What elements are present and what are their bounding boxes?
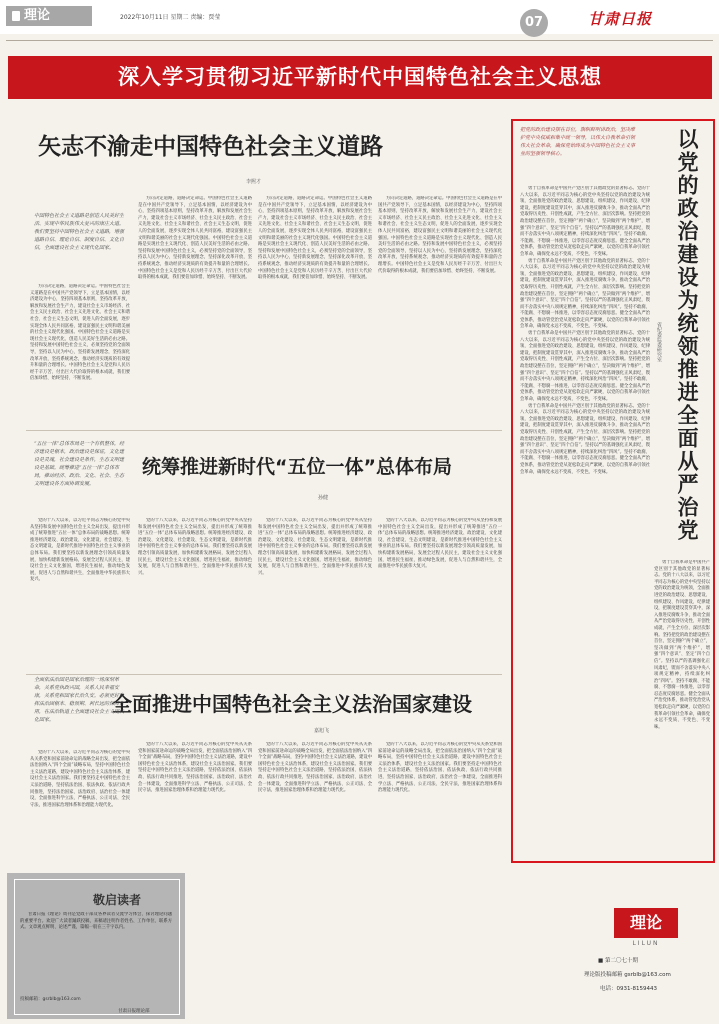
page-number: 07 <box>520 9 548 37</box>
article2-author: 孙健 <box>318 495 329 501</box>
article3-title: 全面推进中国特色社会主义法治国家建设 <box>112 692 472 716</box>
reader-notice-title: 敬启读者 <box>93 893 142 907</box>
article2-quote: “五位一体”总体布局是一个有机整体，经济建设是根本，政治建设是保证，文化建设是灵魂，社会建设是条件，生态文明建设是基础。统筹推进“五位一体”总体布局，推动经济、政治、文化、社会、生态文明建设各方面协调发展。 <box>34 441 125 487</box>
article2-col2: 党的十八大以来，以习近平同志为核心的党中央从坚持和发展中国特色社会主义全局出发，提出并形成了统筹推进“五位一体”总体布局的战略思想。统筹推进经济建设、政治建设、文化建设、社会建设、生态文明建设，是新时代推进中国特色社会主义事业的总体布局。我们要坚持以新发展理念引领高质量发展，加快构建新发展格局，发展全过程人民民主，建设社会主义文化强国，增进民生福祉，推动绿色发展，促进人与自然和谐共生，全面推进中华民族伟大复兴。 <box>138 518 252 576</box>
header-rule <box>6 40 713 41</box>
masthead-logo: 甘肃日报 <box>588 10 653 28</box>
article1-quote: 中国特色社会主义道路是创造人民美好生活、实现中华民族伟大复兴的康庄大道。我们要坚持中国特色社会主义道路，增强道路自信、理论自信、制度自信、文化自信，全面建设社会主义现代化国家。 <box>34 213 125 251</box>
article3-col1: 党的十八大以来，以习近平同志为核心的党中央从关系党和国家前途命运的战略全局出发，把全面依法治国纳入“四个全面”战略布局，坚持中国特色社会主义法治道路，建设中国特色社会主义法治体系，建设社会主义法治国家。我们要坚持走中国特色社会主义法治道路，坚持依法治国、依法执政、依法行政共同推进，坚持法治国家、法治政府、法治社会一体建设，全面推进科学立法、严格执法、公正司法、全民守法，推进国家治理体系和治理能力现代化。 <box>30 750 130 808</box>
issue-number: ■ 第二〇七十期 <box>598 958 638 964</box>
article2-col4: 党的十八大以来，以习近平同志为核心的党中央从坚持和发展中国特色社会主义全局出发，提出并形成了统筹推进“五位一体”总体布局的战略思想。统筹推进经济建设、政治建设、文化建设、社会建设、生态文明建设，是新时代推进中国特色社会主义事业的总体布局。我们要坚持以新发展理念引领高质量发展，加快构建新发展格局，发展全过程人民民主，建设社会主义文化强国，增进民生福祉，推动绿色发展，促进人与自然和谐共生，全面推进中华民族伟大复兴。 <box>378 518 502 570</box>
article1-col2: 方向决定道路，道路决定命运。中国特色社会主义道路是在中国共产党领导下，立足基本国情，以经济建设为中心，坚持四项基本原则，坚持改革开放，解放和发展社会生产力，建设社会主义市场经济、社会主义民主政治、社会主义先进文化、社会主义和谐社会、社会主义生态文明，促进人的全面发展，逐步实现全体人民共同富裕，建设富强民主文明和谐美丽的社会主义现代化强国。中国特色社会主义道路是实现社会主义现代化、创造人民美好生活的必由之路。坚持和发展中国特色社会主义，必须坚持党的全面领导，坚持以人民为中心，坚持新发展理念，坚持深化改革开放，坚持系统观念，推动经济实现质的有效提升和量的合理增长。中国特色社会主义是党和人民历经千辛万苦、付出巨大代价取得的根本成就，我们要倍加珍惜、始终坚持、不断发展。 <box>138 196 252 281</box>
article1-col1: 方向决定道路，道路决定命运。中国特色社会主义道路是在中国共产党领导下，立足基本国情，以经济建设为中心，坚持四项基本原则，坚持改革开放，解放和发展社会生产力，建设社会主义市场经济、社会主义民主政治、社会主义先进文化、社会主义和谐社会、社会主义生态文明，促进人的全面发展，逐步实现全体人民共同富裕，建设富强民主文明和谐美丽的社会主义现代化强国。中国特色社会主义道路是实现社会主义现代化、创造人民美好生活的必由之路。坚持和发展中国特色社会主义，必须坚持党的全面领导，坚持以人民为中心，坚持新发展理念，坚持深化改革开放，坚持系统观念，推动经济实现质的有效提升和量的合理增长。中国特色社会主义是党和人民历经千辛万苦、付出巨大代价取得的根本成就，我们要倍加珍惜、始终坚持、不断发展。 <box>30 284 130 382</box>
footer-phone: 电话：0931-8159443 <box>600 986 657 992</box>
article2-col1: 党的十八大以来，以习近平同志为核心的党中央从坚持和发展中国特色社会主义全局出发，提出并形成了统筹推进“五位一体”总体布局的战略思想。统筹推进经济建设、政治建设、文化建设、社会建设、生态文明建设，是新时代推进中国特色社会主义事业的总体布局。我们要坚持以新发展理念引领高质量发展，加快构建新发展格局，发展全过程人民民主，建设社会主义文化强国，增进民生福祉，推动绿色发展，促进人与自然和谐共生，全面推进中华民族伟大复兴。 <box>30 518 130 583</box>
article4-author: 省纪委监委研究室 <box>656 322 662 362</box>
article3-col4: 党的十八大以来，以习近平同志为核心的党中央从关系党和国家前途命运的战略全局出发，把全面依法治国纳入“四个全面”战略布局，坚持中国特色社会主义法治道路，建设中国特色社会主义法治体系，建设社会主义法治国家。我们要坚持走中国特色社会主义法治道路，坚持依法治国、依法执政、依法行政共同推进，坚持法治国家、法治政府、法治社会一体建设，全面推进科学立法、严格执法、公正司法、全民守法，推进国家治理体系和治理能力现代化。 <box>378 742 502 794</box>
article2-title: 统筹推进新时代“五位一体”总体布局 <box>142 456 452 478</box>
article3-quote: 全面依法治国是国家治理的一场深刻革命，关系党执政兴国，关系人民幸福安康，关系党和国家长治久安。必须更好发挥法治固根本、稳预期、利长远的保障作用，在法治轨道上全面建设社会主义现代化国家。 <box>34 677 125 723</box>
reader-notice-text: 甘肃日报《理论》周刊是党政干部及各界读者交流学习体会、探讨理论问题的重要平台。欢迎广大读者踊跃投稿，来稿请注明作者姓名、工作单位、联系方式。文章观点鲜明、论述严谨，篇幅一般在三千字以内。 <box>20 912 172 931</box>
article3-col3: 党的十八大以来，以习近平同志为核心的党中央从关系党和国家前途命运的战略全局出发，把全面依法治国纳入“四个全面”战略布局，坚持中国特色社会主义法治道路，建设中国特色社会主义法治体系，建设社会主义法治国家。我们要坚持走中国特色社会主义法治道路，坚持依法治国、依法执政、依法行政共同推进，坚持法治国家、法治政府、法治社会一体建设，全面推进科学立法、严格执法、公正司法、全民守法，推进国家治理体系和治理能力现代化。 <box>258 742 372 794</box>
section-tag: 理论 <box>6 6 92 26</box>
article4-body-continued: 勇于自我革命是中国共产党区别于其他政党的显著标志。党的十八大以来，以习近平同志为核心的党中央坚持以党的政治建设为统领，全面推进党的政治建设、思想建设、组织建设、作风建设、纪律建设，把制度建设贯穿其中，深入推进反腐败斗争，推动全面从严治党取得历史性、开创性成就，产生全方位、深层次影响。坚持把党的政治建设摆在首位，坚定拥护“两个确立”，坚决做到“两个维护”，增强“四个意识”、坚定“四个自信”。坚持以严的基调强化正风肃纪，锲而不舍落实中央八项规定精神，持续深化纠治“四风”。坚持不敢腐、不能腐、不想腐一体推进，以零容忍态度反腐惩恶。健全全面从严治党体系，推动管党治党从宽松软走向严紧硬，以党的自我革命引领社会革命，确保党永远不变质、不变色、不变味。 <box>654 560 710 730</box>
article3-col2: 党的十八大以来，以习近平同志为核心的党中央从关系党和国家前途命运的战略全局出发，把全面依法治国纳入“四个全面”战略布局，坚持中国特色社会主义法治道路，建设中国特色社会主义法治体系，建设社会主义法治国家。我们要坚持走中国特色社会主义法治道路，坚持依法治国、依法执政、依法行政共同推进，坚持法治国家、法治政府、法治社会一体建设，全面推进科学立法、严格执法、公正司法、全民守法，推进国家治理体系和治理能力现代化。 <box>138 742 252 794</box>
footer-email: 理论版投稿邮箱 gsrblb@163.com <box>584 972 671 978</box>
lilun-logo: 理论 <box>614 908 678 938</box>
article4-quote: 把党的政治建设摆在首位，旗帜鲜明讲政治，坚决维护党中央权威和集中统一领导，以伟大自我革命引领伟大社会革命，确保党始终成为中国特色社会主义事业的坚强领导核心。 <box>520 127 636 157</box>
banner-title: 深入学习贯彻习近平新时代中国特色社会主义思想 <box>8 56 712 99</box>
article1-col3: 方向决定道路，道路决定命运。中国特色社会主义道路是在中国共产党领导下，立足基本国情，以经济建设为中心，坚持四项基本原则，坚持改革开放，解放和发展社会生产力，建设社会主义市场经济、社会主义民主政治、社会主义先进文化、社会主义和谐社会、社会主义生态文明，促进人的全面发展，逐步实现全体人民共同富裕，建设富强民主文明和谐美丽的社会主义现代化强国。中国特色社会主义道路是实现社会主义现代化、创造人民美好生活的必由之路。坚持和发展中国特色社会主义，必须坚持党的全面领导，坚持以人民为中心，坚持新发展理念，坚持深化改革开放，坚持系统观念，推动经济实现质的有效提升和量的合理增长。中国特色社会主义是党和人民历经千辛万苦、付出巨大代价取得的根本成就，我们要倍加珍惜、始终坚持、不断发展。 <box>258 196 372 281</box>
article1-col4: 方向决定道路，道路决定命运。中国特色社会主义道路是在中国共产党领导下，立足基本国情，以经济建设为中心，坚持四项基本原则，坚持改革开放，解放和发展社会生产力，建设社会主义市场经济、社会主义民主政治、社会主义先进文化、社会主义和谐社会、社会主义生态文明，促进人的全面发展，逐步实现全体人民共同富裕，建设富强民主文明和谐美丽的社会主义现代化强国。中国特色社会主义道路是实现社会主义现代化、创造人民美好生活的必由之路。坚持和发展中国特色社会主义，必须坚持党的全面领导，坚持以人民为中心，坚持新发展理念，坚持深化改革开放，坚持系统观念，推动经济实现质的有效提升和量的合理增长。中国特色社会主义是党和人民历经千辛万苦、付出巨大代价取得的根本成就，我们要倍加珍惜、始终坚持、不断发展。 <box>378 196 502 274</box>
article1-author: 李熙才 <box>246 179 262 185</box>
dateline: 2022年10月11日 星期二 责编：贾莹 <box>120 14 221 21</box>
article3-author: 嘉旭飞 <box>314 728 330 734</box>
article4-title: 以党的政治建设为统领推进全面从严治党 <box>675 128 699 542</box>
reader-notice-org: 甘肃日报理论部 <box>118 1009 150 1014</box>
divider-2 <box>26 674 502 675</box>
lilun-logo-sub: LILUN <box>632 940 660 947</box>
reader-notice-email: 投稿邮箱：gsrblb@163.com <box>20 997 81 1002</box>
divider-1 <box>26 430 502 431</box>
article2-col3: 党的十八大以来，以习近平同志为核心的党中央从坚持和发展中国特色社会主义全局出发，提出并形成了统筹推进“五位一体”总体布局的战略思想。统筹推进经济建设、政治建设、文化建设、社会建设、生态文明建设，是新时代推进中国特色社会主义事业的总体布局。我们要坚持以新发展理念引领高质量发展，加快构建新发展格局，发展全过程人民民主，建设社会主义文化强国，增进民生福祉，推动绿色发展，促进人与自然和谐共生，全面推进中华民族伟大复兴。 <box>258 518 372 576</box>
article1-title: 矢志不渝走中国特色社会主义道路 <box>38 134 383 160</box>
article4-body: 勇于自我革命是中国共产党区别于其他政党的显著标志。党的十八大以来，以习近平同志为核心的党中央坚持以党的政治建设为统领，全面推进党的政治建设、思想建设、组织建设、作风建设、纪律建设，把制度建设贯穿其中，深入推进反腐败斗争，推动全面从严治党取得历史性、开创性成就，产生全方位、深层次影响。坚持把党的政治建设摆在首位，坚定拥护“两个确立”，坚决做到“两个维护”，增强“四个意识”、坚定“四个自信”。坚持以严的基调强化正风肃纪，锲而不舍落实中央八项规定精神，持续深化纠治“四风”。坚持不敢腐、不能腐、不想腐一体推进，以零容忍态度反腐惩恶。健全全面从严治党体系，推动管党治党从宽松软走向严紧硬，以党的自我革命引领社会革命，确保党永远不变质、不变色、不变味。 勇于自我革命是中国共产党区别于其他政党的显著标志。党的十八大以来，以习近平同志为核心的党中央坚持以党的政治建设为统领，全面推进党的政治建设、思想建设、组织建设、作风建设、纪律建设，把制度建设贯穿其中，深入推进反腐败斗争，推动全面从严治党取得历史性、开创性成就，产生全方位、深层次影响。坚持把党的政治建设摆在首位，坚定拥护“两个确立”，坚决做到“两个维护”，增强“四个意识”、坚定“四个自信”。坚持以严的基调强化正风肃纪，锲而不舍落实中央八项规定精神，持续深化纠治“四风”。坚持不敢腐、不能腐、不想腐一体推进，以零容忍态度反腐惩恶。健全全面从严治党体系，推动管党治党从宽松软走向严紧硬，以党的自我革命引领社会革命，确保党永远不变质、不变色、不变味。 勇于自我革命是中国共产党区别于其他政党的显著标志。党的十八大以来，以习近平同志为核心的党中央坚持以党的政治建设为统领，全面推进党的政治建设、思想建设、组织建设、作风建设、纪律建设，把制度建设贯穿其中，深入推进反腐败斗争，推动全面从严治党取得历史性、开创性成就，产生全方位、深层次影响。坚持把党的政治建设摆在首位，坚定拥护“两个确立”，坚决做到“两个维护”，增强“四个意识”、坚定“四个自信”。坚持以严的基调强化正风肃纪，锲而不舍落实中央八项规定精神，持续深化纠治“四风”。坚持不敢腐、不能腐、不想腐一体推进，以零容忍态度反腐惩恶。健全全面从严治党体系，推动管党治党从宽松软走向严紧硬，以党的自我革命引领社会革命，确保党永远不变质、不变色、不变味。 勇于自我革命是中国共产党区别于其他政党的显著标志。党的十八大以来，以习近平同志为核心的党中央坚持以党的政治建设为统领，全面推进党的政治建设、思想建设、组织建设、作风建设、纪律建设，把制度建设贯穿其中，深入推进反腐败斗争，推动全面从严治党取得历史性、开创性成就，产生全方位、深层次影响。坚持把党的政治建设摆在首位，坚定拥护“两个确立”，坚决做到“两个维护”，增强“四个意识”、坚定“四个自信”。坚持以严的基调强化正风肃纪，锲而不舍落实中央八项规定精神，持续深化纠治“四风”。坚持不敢腐、不能腐、不想腐一体推进，以零容忍态度反腐惩恶。健全全面从严治党体系，推动管党治党从宽松软走向严紧硬，以党的自我革命引领社会革命，确保党永远不变质、不变色、不变味。 <box>520 186 650 475</box>
